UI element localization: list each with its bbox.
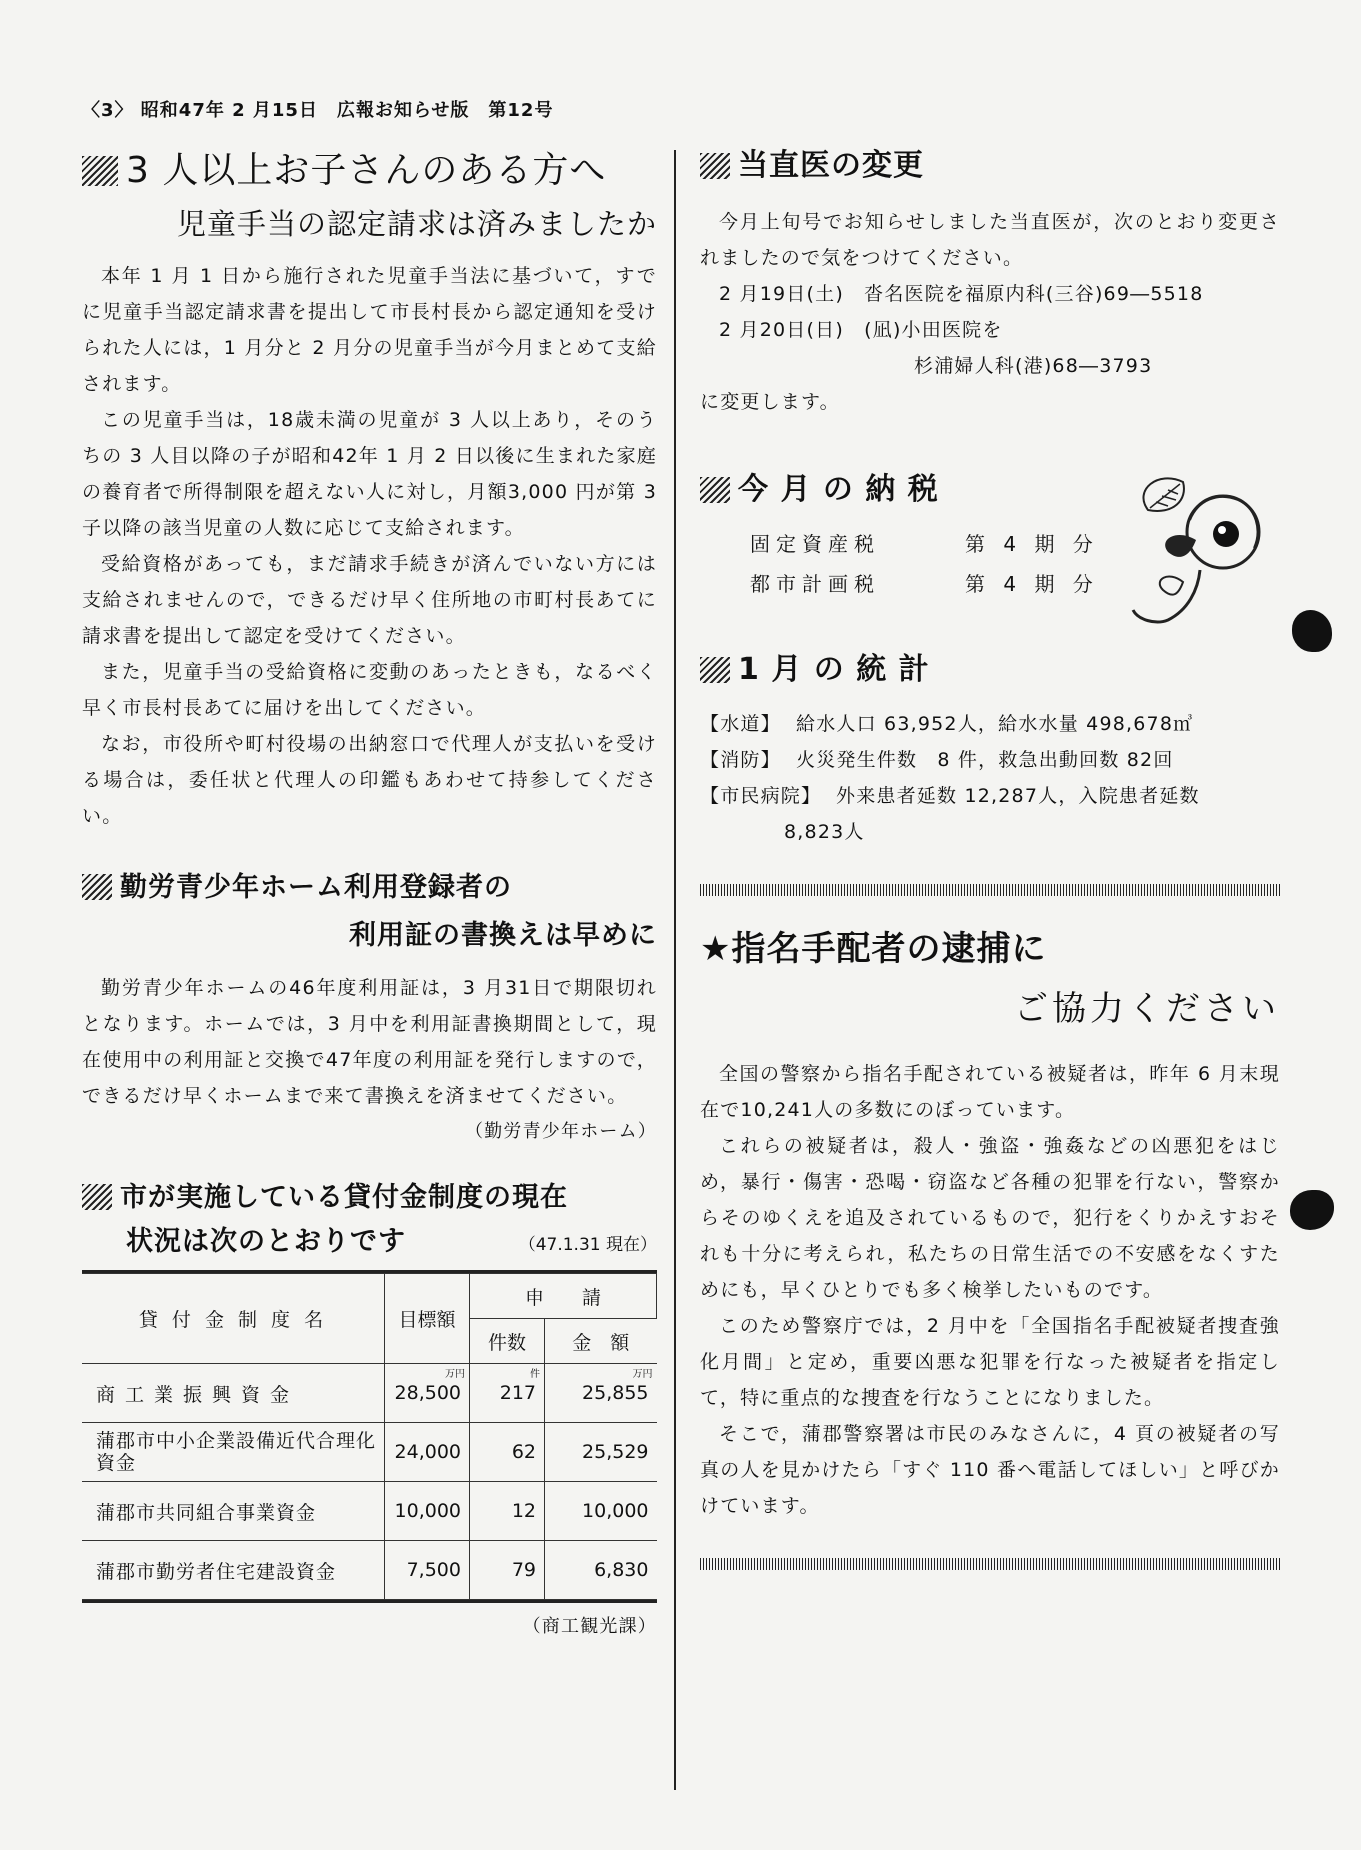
paragraph: このため警察庁では，2 月中を「全国指名手配被疑者捜査強化月間」と定め，重要凶悪な犯罪を行なった被疑者を指定して，特に重点的な捜査を行なうことになりました。 bbox=[700, 1315, 1280, 1409]
header-target: 目標額 bbox=[385, 1274, 470, 1364]
header-apply: 申 請 bbox=[470, 1274, 657, 1319]
as-of-date: （47.1.31 現在） bbox=[518, 1235, 657, 1255]
article-title: 市が実施している貸付金制度の現在 bbox=[82, 1180, 657, 1216]
article-subtitle: 利用証の書換えは早めに bbox=[349, 920, 657, 951]
article-subtitle: 児童手当の認定請求は済みましたか bbox=[176, 207, 657, 241]
article-title: 勤労青少年ホーム利用登録者の bbox=[82, 870, 657, 906]
section-divider bbox=[700, 1558, 1280, 1570]
page-header: 〈3〉 昭和47年 2 月15日 広報お知らせ版 第12号 bbox=[82, 100, 554, 121]
article-title-line2: 状況は次のとおりです （47.1.31 現在） bbox=[126, 1226, 657, 1257]
article-child-allowance bbox=[82, 148, 657, 834]
ink-blot bbox=[1292, 610, 1332, 652]
paragraph: 受給資格があっても，まだ請求手続きが済んでいない方には支給されませんので，できるだけ早く住所地の市町村長あてに請求書を提出して認定を受けてください。 bbox=[82, 553, 657, 647]
paragraph: 本年 1 月 1 日から施行された児童手当法に基づいて，すでに児童手当認定請求書を提出して市長村長から認定通知を受けられた人には，1 月分と 2 月分の児童手当が今月まとめて支給されます。 bbox=[82, 265, 657, 395]
paragraph: 今月上旬号でお知らせしました当直医が，次のとおり変更されましたので気をつけてください。 bbox=[700, 211, 1280, 269]
article-statistics bbox=[700, 652, 1280, 850]
source-note: （勤労青少年ホーム） bbox=[465, 1121, 657, 1142]
article-title: 3 人以上お子さんのある方へ bbox=[82, 148, 657, 194]
article-loan-system bbox=[82, 1180, 657, 1645]
tax-item: 固定資産税 第 4 期 分 bbox=[750, 532, 1099, 556]
paragraph: 勤労青少年ホームの46年度利用証は，3 月31日で期限切れとなります。ホームでは，3 月中を利用証書換期間として，現在使用中の利用証と交換で47年度の利用証を発行しますので，できるだけ早くホームまで来て書換えを済ませてください。 bbox=[82, 977, 657, 1107]
article-wanted bbox=[700, 926, 1280, 1524]
schedule-line: 2 月20日(日) (凪)小田医院を bbox=[719, 319, 1003, 341]
schedule-line: 杉浦婦人科(港)68―3793 bbox=[914, 355, 1153, 377]
paragraph: これらの被疑者は，殺人・強盗・強姦などの凶悪犯をはじめ，暴行・傷害・恐喝・窃盗など各種の犯罪を行ない，警察からそのゆくえを追及されているもので，犯行をくりかえすおそれも十分に考えられ，私たちの日常生活での不安感をなくすためにも，早くひとりでも多く検挙したいものです。 bbox=[700, 1135, 1280, 1301]
section-divider bbox=[700, 884, 1280, 896]
hatch-mark-icon bbox=[82, 1184, 112, 1210]
column-divider bbox=[674, 150, 676, 1790]
hatch-mark-icon bbox=[82, 874, 112, 900]
loan-table-frame bbox=[82, 1270, 657, 1603]
ink-blot bbox=[1290, 1190, 1334, 1230]
stat-line: 【市民病院】 外来患者延数 12,287人，入院患者延数 bbox=[700, 785, 1200, 807]
table-row: 蒲郡市中小企業設備近代合理化資金 24,000 62 25,529 bbox=[82, 1423, 657, 1482]
article-subtitle: ご協力ください bbox=[1014, 989, 1280, 1029]
schedule-line: 2 月19日(土) 沓名医院を福原内科(三谷)69―5518 bbox=[719, 283, 1204, 305]
left-column bbox=[82, 148, 657, 1645]
article-title: ★指名手配者の逮捕に bbox=[700, 929, 1047, 969]
hatch-mark-icon bbox=[700, 477, 730, 503]
camellia-illustration bbox=[1128, 470, 1268, 630]
paragraph: この児童手当は，18歳未満の児童が 3 人以上あり，そのうちの 3 人目以降の子が昭和42年 1 月 2 日以後に生まれた家庭の養育者で所得制限を超えない人に対し，月額3,000 円が第 3 子以降の該当児童の人数に応じて支給されます。 bbox=[82, 409, 657, 539]
paragraph: そこで，蒲郡警察署は市民のみなさんに，4 頁の被疑者の写真の人を見かけたら「すぐ 110 番へ電話してほしい」と呼びかけています。 bbox=[700, 1423, 1280, 1517]
stat-line: 8,823人 bbox=[784, 821, 865, 843]
article-title: 当直医の変更 bbox=[700, 148, 1280, 184]
header-amount: 金 額 bbox=[545, 1319, 657, 1364]
header-name: 貸 付 金 制 度 名 bbox=[82, 1274, 385, 1364]
header-count: 件数 bbox=[470, 1319, 545, 1364]
right-column bbox=[700, 148, 1280, 1600]
table-row: 蒲郡市共同組合事業資金 10,000 12 10,000 bbox=[82, 1482, 657, 1541]
table-row: 蒲郡市勤労者住宅建設資金 7,500 79 6,830 bbox=[82, 1541, 657, 1600]
paragraph: また，児童手当の受給資格に変動のあったときも，なるべく早く市長村長あてに届けを出してください。 bbox=[82, 661, 657, 719]
source-note: （商工観光課） bbox=[522, 1616, 657, 1637]
table-row: 商工業振興資金 万円 28,500 件 217 万円 25,855 bbox=[82, 1364, 657, 1423]
schedule-line: に変更します。 bbox=[700, 391, 840, 413]
article-title: 今 月 の 納 税 bbox=[700, 472, 1280, 508]
paragraph: なお，市役所や町村役場の出納窓口で代理人が支払いを受ける場合は，委任状と代理人の印鑑もあわせて持参してください。 bbox=[82, 733, 657, 827]
article-doctor-change bbox=[700, 148, 1280, 420]
stat-line: 【消防】 火災発生件数 8 件，救急出動回数 82回 bbox=[700, 749, 1174, 771]
hatch-mark-icon bbox=[82, 156, 118, 186]
hatch-mark-icon bbox=[700, 153, 730, 179]
stat-line: 【水道】 給水人口 63,952人，給水水量 498,678㎥ bbox=[700, 713, 1194, 735]
paragraph: 全国の警察から指名手配されている被疑者は，昨年 6 月末現在で10,241人の多数にのぼっています。 bbox=[700, 1063, 1280, 1121]
article-youth-home bbox=[82, 870, 657, 1150]
loan-table bbox=[82, 1273, 657, 1600]
tax-item: 都市計画税 第 4 期 分 bbox=[750, 572, 1099, 596]
hatch-mark-icon bbox=[700, 657, 730, 683]
article-title: 1 月 の 統 計 bbox=[700, 652, 1280, 688]
